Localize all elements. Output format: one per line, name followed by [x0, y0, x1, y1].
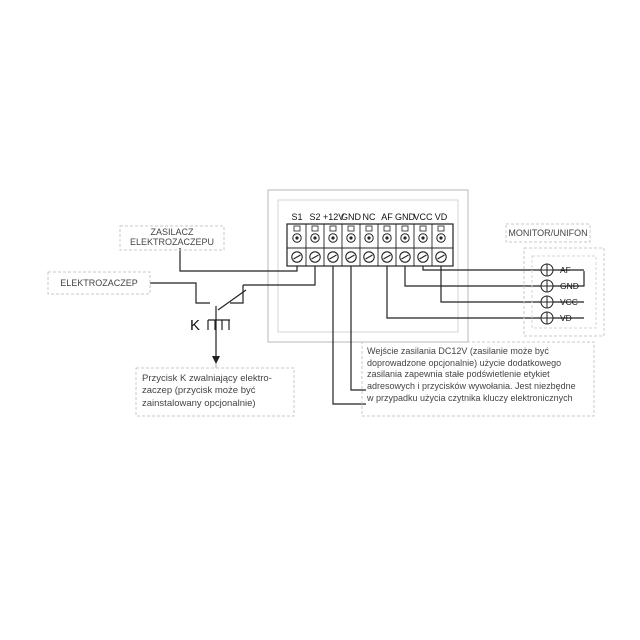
switch-k-label: K: [190, 317, 201, 334]
monitor-terminal-label: VCC: [560, 297, 578, 307]
terminal-clip-core: [349, 236, 352, 239]
wire-gnd: [351, 266, 366, 390]
terminal-label: S1: [291, 212, 303, 222]
terminal-label: +12V: [323, 212, 345, 222]
wire-s1: [180, 248, 297, 271]
monitor-terminal-label: AF: [560, 265, 571, 275]
terminal-label: NC: [362, 212, 376, 222]
terminal-label: VD: [434, 212, 448, 222]
wire-af: [405, 266, 584, 286]
terminal-clip-core: [403, 236, 406, 239]
zasilacz-label: ZASILACZ ELEKTROZACZEPU: [129, 227, 214, 248]
terminal-label: VCC: [413, 212, 433, 222]
terminal-clip-core: [313, 236, 316, 239]
terminal-label: GND: [395, 212, 415, 222]
button-note: Przycisk K zwalniający elektro- zaczep (przycisk może być zainstalowany opcjonalnie): [142, 373, 272, 409]
terminal-label: S2: [309, 212, 321, 222]
terminal-clip-core: [367, 236, 370, 239]
power-note: Wejście zasilania DC12V (zasilanie może być doprowadzone opcjonalnie) użycie dodatkowego zasilania zapewnia stałe podświetlenie etykiet adresowych i przycisków wywołania. Jest niezbędne w przypadku użycia czytnika kluczy elektronicznych: [367, 346, 576, 403]
monitor-terminal-label: GND: [560, 281, 579, 291]
button-k-symbol: [208, 306, 230, 360]
wire-vd: [387, 266, 584, 318]
terminal-clip-core: [295, 236, 298, 239]
terminal-clip-core: [385, 236, 388, 239]
arrow-button-note: [212, 356, 220, 364]
monitor-terminals: [541, 264, 553, 324]
terminal-label: GND: [341, 212, 361, 222]
terminal-clip-core: [331, 236, 334, 239]
elektrozaczep-label: ELEKTROZACZEP: [60, 278, 138, 288]
wire-12v: [333, 266, 366, 404]
wire-elektrozaczep: [150, 283, 210, 303]
terminal-clip-core: [439, 236, 442, 239]
terminal-label: AF: [381, 212, 393, 222]
monitor-label: MONITOR/UNIFON: [508, 228, 588, 238]
wire-s2: [243, 266, 315, 285]
monitor-terminal-label: VD: [560, 313, 572, 323]
switch-contact: [218, 290, 246, 310]
terminal-clip-core: [421, 236, 424, 239]
terminal-block: [287, 224, 453, 266]
